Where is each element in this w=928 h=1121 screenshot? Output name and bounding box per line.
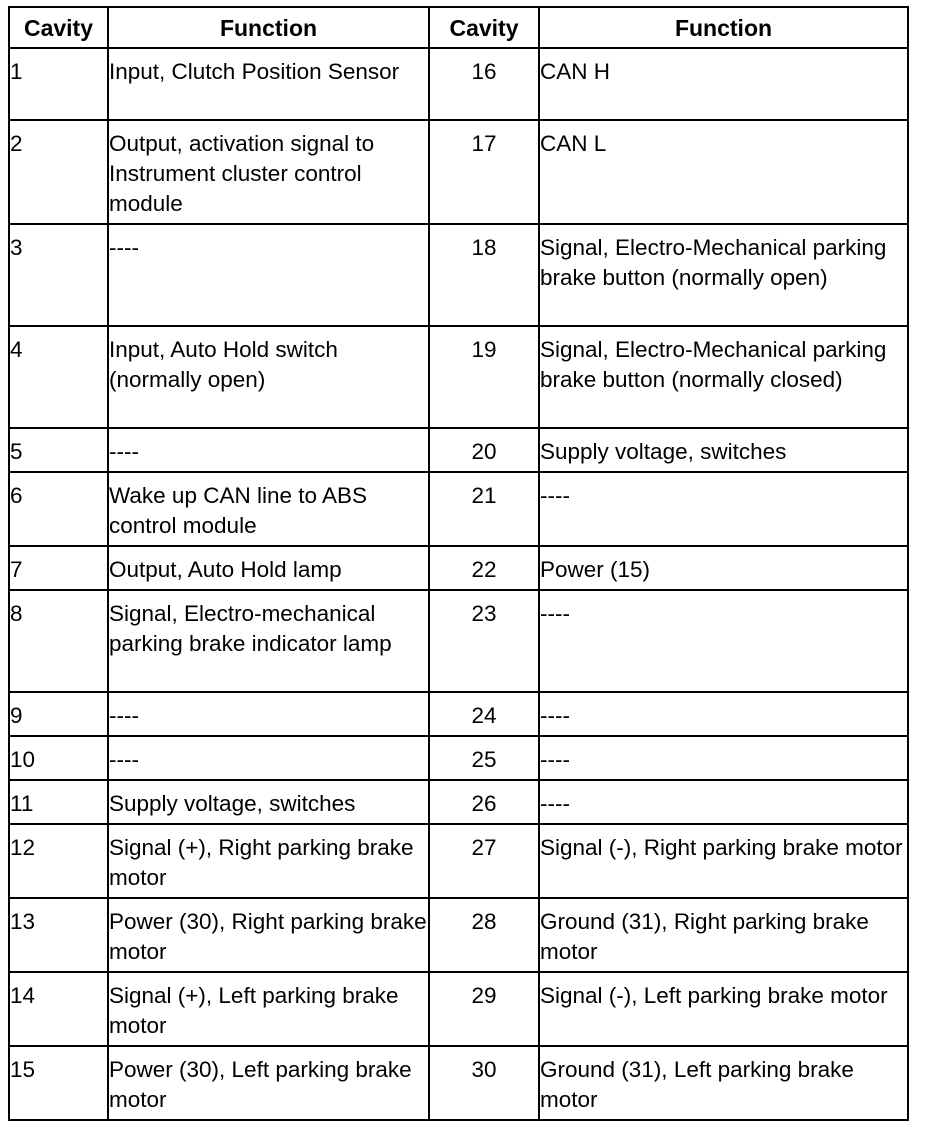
- cavity-cell-right: 30: [429, 1046, 539, 1120]
- cavity-cell-right: 21: [429, 472, 539, 546]
- function-cell-right: ----: [539, 736, 908, 780]
- cavity-cell-left: 11: [9, 780, 108, 824]
- function-cell-left: ----: [108, 692, 429, 736]
- cavity-cell-left: 4: [9, 326, 108, 428]
- function-cell-right: ----: [539, 780, 908, 824]
- cavity-cell-left: 15: [9, 1046, 108, 1120]
- cavity-cell-right: 23: [429, 590, 539, 692]
- function-cell-right: CAN H: [539, 48, 908, 120]
- function-cell-left: Output, activation signal to Instrument cluster control module: [108, 120, 429, 224]
- table-row: [9, 224, 908, 326]
- function-cell-left: Signal (+), Left parking brake motor: [108, 972, 429, 1046]
- header-function-left: Function: [108, 7, 429, 48]
- cavity-cell-left: 9: [9, 692, 108, 736]
- header-function-right: Function: [539, 7, 908, 48]
- cavity-cell-left: 13: [9, 898, 108, 972]
- cavity-cell-right: 28: [429, 898, 539, 972]
- function-cell-left: Signal (+), Right parking brake motor: [108, 824, 429, 898]
- cavity-cell-right: 29: [429, 972, 539, 1046]
- table-row: [9, 898, 908, 972]
- header-cavity-right: Cavity: [429, 7, 539, 48]
- function-cell-left: ----: [108, 428, 429, 472]
- cavity-cell-right: 22: [429, 546, 539, 590]
- cavity-cell-left: 5: [9, 428, 108, 472]
- function-cell-right: Power (15): [539, 546, 908, 590]
- cavity-cell-right: 25: [429, 736, 539, 780]
- function-cell-left: Power (30), Left parking brake motor: [108, 1046, 429, 1120]
- table-row: [9, 428, 908, 472]
- table-header-row: [9, 7, 908, 48]
- function-cell-right: ----: [539, 692, 908, 736]
- function-cell-right: Signal (-), Right parking brake motor: [539, 824, 908, 898]
- cavity-cell-left: 8: [9, 590, 108, 692]
- function-cell-right: Signal, Electro-Mechanical parking brake button (normally open): [539, 224, 908, 326]
- function-cell-left: Output, Auto Hold lamp: [108, 546, 429, 590]
- table-row: [9, 824, 908, 898]
- function-cell-right: Ground (31), Left parking brake motor: [539, 1046, 908, 1120]
- function-cell-right: Ground (31), Right parking brake motor: [539, 898, 908, 972]
- cavity-cell-left: 3: [9, 224, 108, 326]
- table-row: [9, 1046, 908, 1120]
- cavity-cell-right: 24: [429, 692, 539, 736]
- table-row: [9, 326, 908, 428]
- table-row: [9, 48, 908, 120]
- table-row: [9, 780, 908, 824]
- cavity-cell-left: 12: [9, 824, 108, 898]
- function-cell-left: Input, Auto Hold switch (normally open): [108, 326, 429, 428]
- cavity-cell-right: 19: [429, 326, 539, 428]
- cavity-cell-right: 27: [429, 824, 539, 898]
- table-row: [9, 472, 908, 546]
- function-cell-right: Signal, Electro-Mechanical parking brake button (normally closed): [539, 326, 908, 428]
- function-cell-right: CAN L: [539, 120, 908, 224]
- function-cell-left: Wake up CAN line to ABS control module: [108, 472, 429, 546]
- cavity-cell-right: 16: [429, 48, 539, 120]
- header-cavity-left: Cavity: [9, 7, 108, 48]
- cavity-cell-left: 14: [9, 972, 108, 1046]
- cavity-cell-right: 18: [429, 224, 539, 326]
- cavity-cell-left: 10: [9, 736, 108, 780]
- function-cell-right: ----: [539, 472, 908, 546]
- cavity-cell-left: 7: [9, 546, 108, 590]
- function-cell-left: Input, Clutch Position Sensor: [108, 48, 429, 120]
- function-cell-left: Supply voltage, switches: [108, 780, 429, 824]
- table-row: [9, 972, 908, 1046]
- function-cell-left: Power (30), Right parking brake motor: [108, 898, 429, 972]
- function-cell-left: ----: [108, 224, 429, 326]
- function-cell-left: Signal, Electro-mechanical parking brake indicator lamp: [108, 590, 429, 692]
- cavity-cell-right: 17: [429, 120, 539, 224]
- table-body: [9, 48, 908, 1120]
- function-cell-left: ----: [108, 736, 429, 780]
- function-cell-right: ----: [539, 590, 908, 692]
- cavity-function-table: [8, 6, 909, 1121]
- table-row: [9, 736, 908, 780]
- table-row: [9, 692, 908, 736]
- table-row: [9, 590, 908, 692]
- function-cell-right: Supply voltage, switches: [539, 428, 908, 472]
- function-cell-right: Signal (-), Left parking brake motor: [539, 972, 908, 1046]
- cavity-cell-left: 2: [9, 120, 108, 224]
- cavity-cell-left: 1: [9, 48, 108, 120]
- cavity-cell-right: 26: [429, 780, 539, 824]
- cavity-cell-left: 6: [9, 472, 108, 546]
- table-row: [9, 546, 908, 590]
- cavity-cell-right: 20: [429, 428, 539, 472]
- table-row: [9, 120, 908, 224]
